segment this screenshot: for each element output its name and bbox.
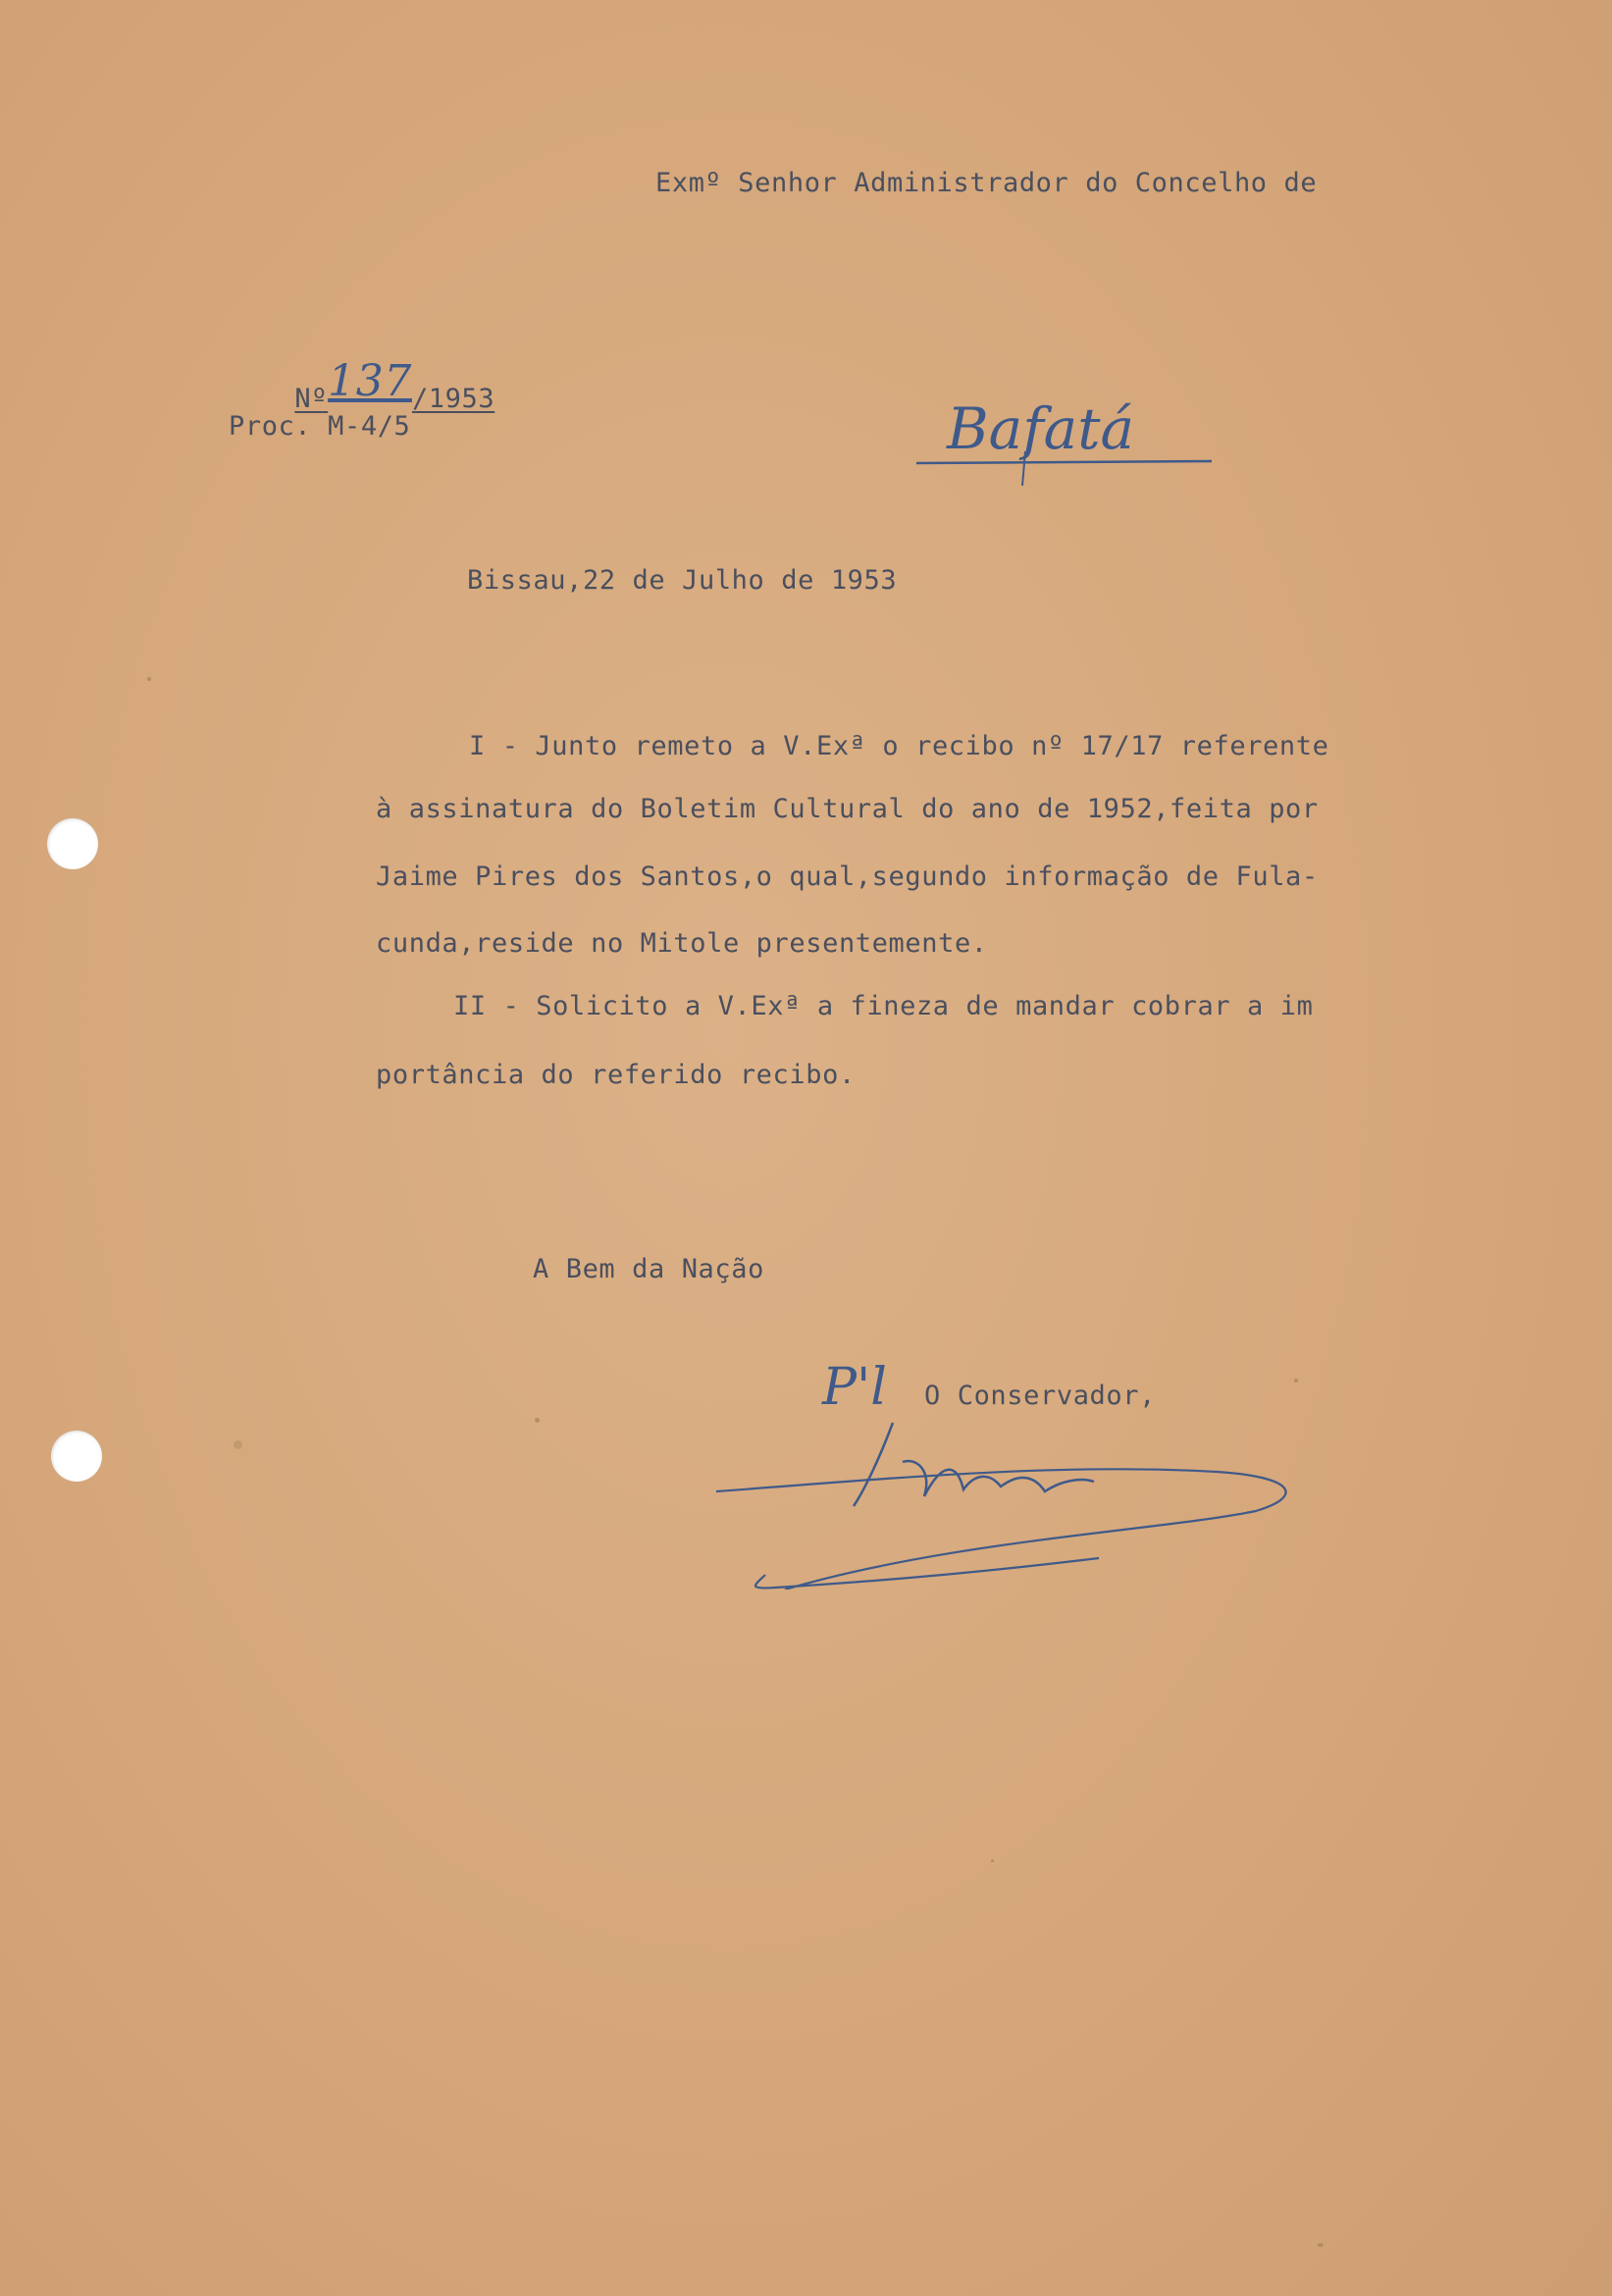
paper-speck	[535, 1418, 540, 1423]
addressee-line: Exmº Senhor Administrador do Concelho de	[655, 168, 1318, 198]
process-number: Proc. M-4/5	[229, 411, 411, 442]
destination-underline	[912, 442, 1217, 491]
paper-speck	[1318, 2243, 1324, 2247]
place-date: Bissau,22 de Julho de 1953	[467, 565, 898, 596]
signatory-title: O Conservador,	[924, 1381, 1156, 1411]
body-line-2: à assinatura do Boletim Cultural do ano de 1952,feita por	[376, 794, 1319, 824]
body-line-5: II - Solicito a V.Exª a fineza de mandar cobrar a im	[453, 991, 1314, 1021]
punch-hole-bottom	[51, 1431, 102, 1482]
closing-salutation: A Bem da Nação	[533, 1254, 764, 1284]
paper-speck	[991, 1859, 994, 1862]
signature-prefix-handwritten: P'l	[822, 1358, 887, 1417]
paper-speck	[234, 1440, 242, 1449]
handwritten-signature	[706, 1403, 1315, 1590]
paper-speck	[1294, 1379, 1298, 1383]
body-line-4: cunda,reside no Mitole presentemente.	[376, 928, 988, 959]
body-line-6: portância do referido recibo.	[376, 1060, 856, 1090]
reference-handwritten-number: 137	[328, 356, 412, 406]
body-line-1: I - Junto remeto a V.Exª o recibo nº 17/17 referente	[469, 731, 1329, 761]
reference-prefix: Nº	[294, 384, 329, 414]
punch-hole-top	[47, 818, 98, 869]
paper-speck	[147, 677, 151, 681]
reference-year: /1953	[411, 384, 495, 414]
destination-handwritten: Bafatá	[947, 395, 1135, 462]
body-line-3: Jaime Pires dos Santos,o qual,segundo informação de Fula-	[376, 861, 1319, 892]
